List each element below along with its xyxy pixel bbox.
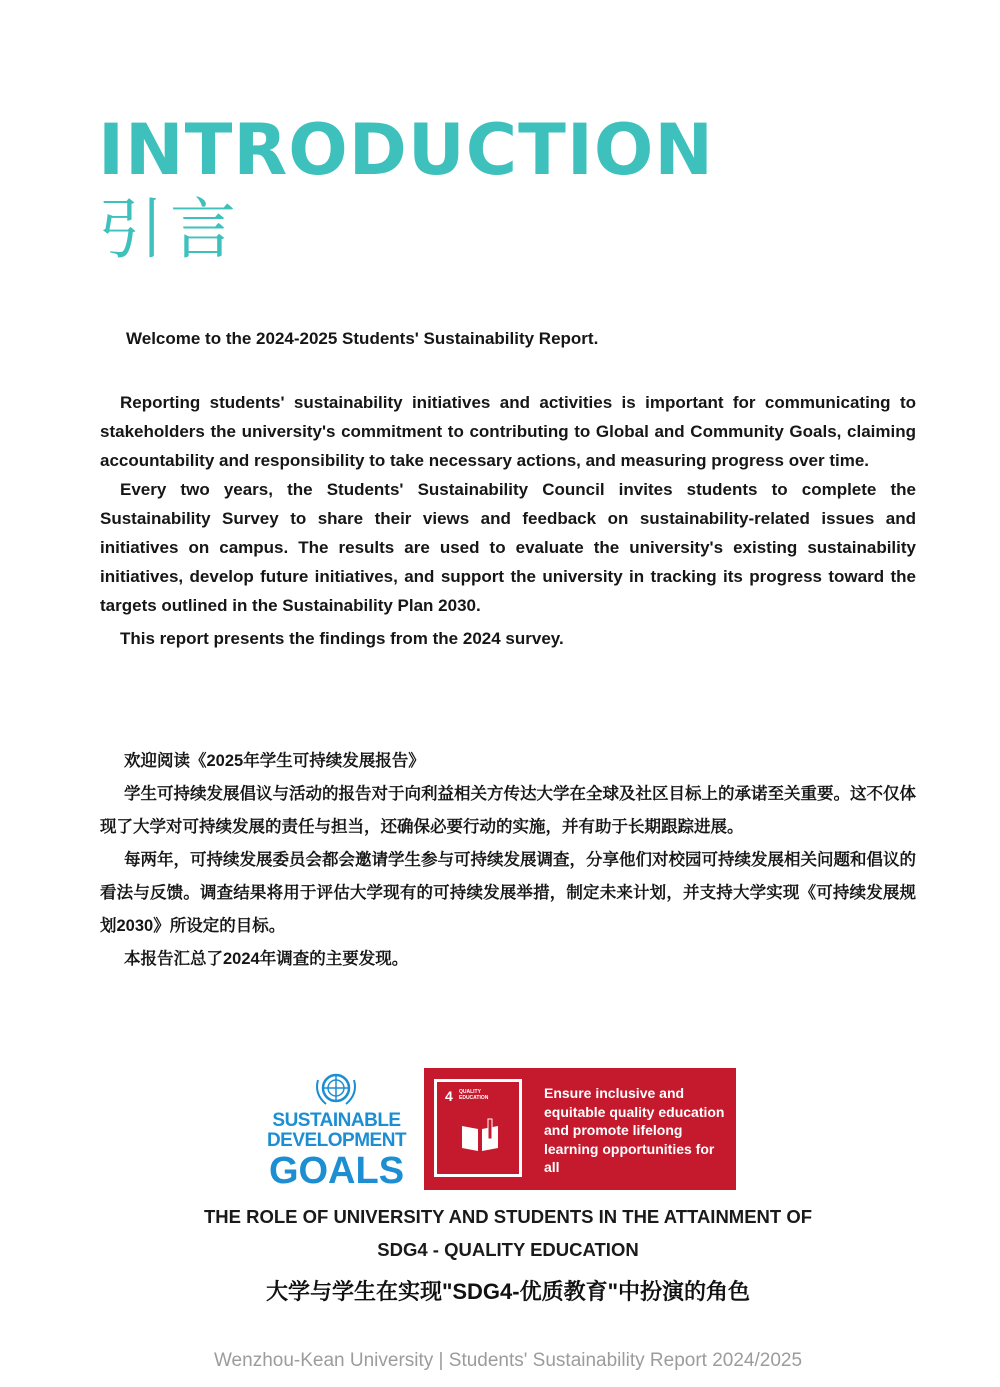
sdg4-icon-box: [434, 1079, 522, 1177]
goal-description: Ensure inclusive and equitable quality education and promote lifelong learning opportunities for all: [544, 1085, 725, 1175]
chinese-paragraph-2: 学生可持续发展倡议与活动的报告对于向利益相关方传达大学在全球及社区目标上的承诺至关重要。这不仅体现了大学对可持续发展的责任与担当，还确保必要行动的实施，并有助于长期跟踪进展。: [100, 785, 916, 836]
sdg-logo-line-1: SUSTAINABLE: [272, 1110, 401, 1131]
welcome-paragraph: [100, 324, 916, 353]
chinese-paragraph-4: 本报告汇总了2024年调查的主要发现。: [124, 950, 409, 968]
english-paragraph-1: Reporting students' sustainability initiatives and activities is important for communicating to stakeholders the university's commitment to contributing to Global and Community Goals, claiming accountability and responsibility to take necessary actions, and measuring progress over time.: [100, 393, 916, 470]
english-introduction: [100, 388, 916, 653]
sdg-logo-line-2: DEVELOPMENT: [266, 1130, 407, 1151]
goal-number: 4: [445, 1088, 453, 1104]
english-paragraph-3: This report presents the findings from the 2024 survey.: [120, 629, 564, 648]
sdg-logos: [264, 1068, 736, 1192]
goal-small-title: QUALITY EDUCATION: [459, 1089, 489, 1101]
page-title: INTRODUCTION: [98, 109, 714, 191]
sdg-logo-line-3: GOALS: [268, 1150, 405, 1192]
caption-english-line-2: SDG4 - QUALITY EDUCATION: [377, 1239, 639, 1260]
sdg4-goal-card: [424, 1068, 736, 1190]
sdg-logo: [264, 1068, 409, 1192]
english-paragraph-2: Every two years, the Students' Sustainability Council invites students to complete the Sustainability Survey to share their views and feedback on sustainability-related issues and initiatives on campus. The results are used to evaluate the university's existing sustainability initiatives, develop future initiatives, and support the university in tracking its progress toward the targets outlined in the Sustainability Plan 2030.: [100, 480, 916, 615]
caption-english: [100, 1200, 916, 1266]
chinese-paragraph-3: 每两年，可持续发展委员会都会邀请学生参与可持续发展调查，分享他们对校园可持续发展相关问题和倡议的看法与反馈。调查结果将用于评估大学现有的可持续发展举措，制定未来计划，并支持大学实现《可持续发展规划2030》所设定的目标。: [100, 851, 916, 935]
chinese-introduction: [100, 745, 916, 976]
page-footer: Wenzhou-Kean University | Students' Sustainability Report 2024/2025: [213, 1350, 803, 1371]
welcome-text: Welcome to the 2024-2025 Students' Sustainability Report.: [126, 329, 599, 348]
un-emblem-icon: [310, 1070, 362, 1110]
caption-chinese: 大学与学生在实现"SDG4-优质教育"中扮演的角色: [265, 1279, 751, 1304]
book-pencil-icon: [459, 1118, 501, 1154]
page-title-chinese: 引言: [98, 191, 242, 268]
chinese-paragraph-1: 欢迎阅读《2025年学生可持续发展报告》: [124, 752, 425, 770]
caption-english-line-1: THE ROLE OF UNIVERSITY AND STUDENTS IN THE ATTAINMENT OF: [203, 1206, 813, 1227]
